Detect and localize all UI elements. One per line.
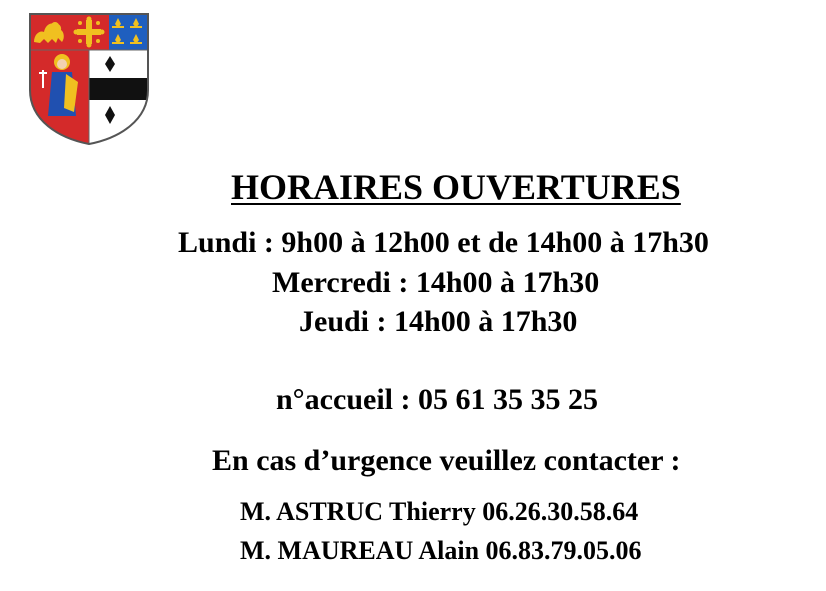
hours-monday: Lundi : 9h00 à 12h00 et de 14h00 à 17h30 — [178, 226, 709, 259]
hours-thursday: Jeudi : 14h00 à 17h30 — [299, 305, 578, 338]
page-title: HORAIRES OUVERTURES — [231, 167, 681, 207]
emergency-contact-maureau: M. MAUREAU Alain 06.83.79.05.06 — [240, 536, 642, 565]
coat-of-arms-icon — [28, 12, 150, 146]
reception-phone: n°accueil : 05 61 35 35 25 — [276, 383, 598, 416]
hours-wednesday: Mercredi : 14h00 à 17h30 — [272, 266, 600, 299]
emergency-heading: En cas d’urgence veuillez contacter : — [212, 444, 681, 477]
emergency-contact-astruc: M. ASTRUC Thierry 06.26.30.58.64 — [240, 497, 639, 526]
